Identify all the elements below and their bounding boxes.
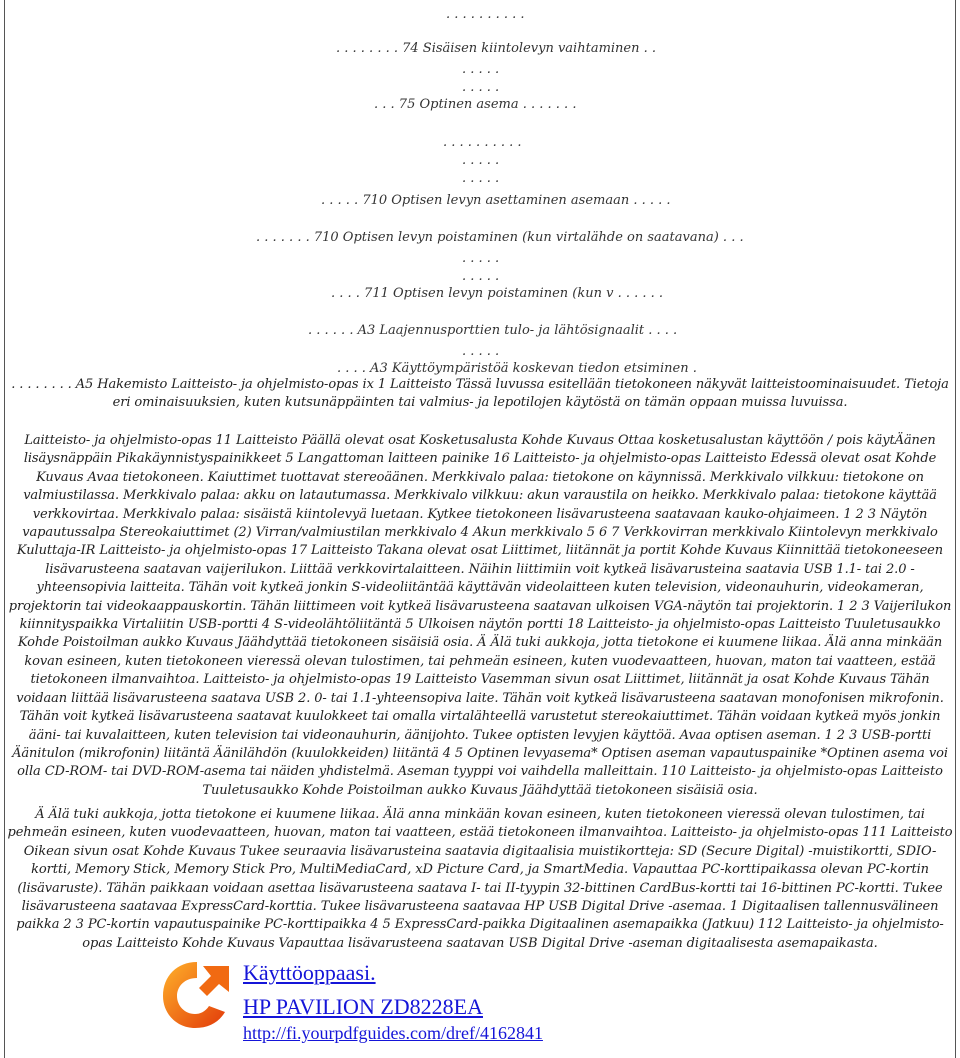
toc-line: . . . . . <box>462 153 500 168</box>
toc-line: . . . . . . . . . . <box>443 135 522 150</box>
paragraph-right-side: Ä Älä tuki aukkoja, jotta tietokone ei kuumene liikaa. Älä anna minkään kovan esineen, kuten tietokoneen vieressä olevan tulostimen, tai pehmeän esineen, kuten vuodevaatteen, huovan, maton tai vaatteen, estää tietokoneen ilmanvaihtoa. Laitteisto- ja ohjelmisto-opas 111 Laitteisto Oikean sivun osat Kohde Kuvaus Tukee seuraavia lisävarusteina saatavia digitaalisia muistikortteja: SD (Secure Digital) -muistikortti, SDIO-kortti, Memory Stick, Memory Stick Pro, MultiMediaCard, xD Picture Card, ja SmartMedia. Vapauttaa PC-korttipaikassa olevan PC-kortin (lisävaruste). Tähän paikkaan voidaan asettaa lisävarusteena saatava I- tai II-tyypin 32-bittinen CardBus-kortti tai 16-bittinen PC-kortti. Tukee lisävarusteena saatavaa ExpressCard-korttia. Tukee lisävarusteena saatavaa HP USB Digital Drive -asemaa. 1 Digitaalisen tallennusvälineen paikka 2 3 PC-kortin vapautuspainike PC-korttipaikka 4 5 ExpressCard-paikka Digitaalinen asemapaikka (Jatkuu) 112 Laitteisto- ja ohjelmisto-opas Laitteisto Kohde Kuvaus Vapauttaa lisävarusteena saatavan USB Digital Drive -aseman digitaalisesta asemapaikasta. <box>7 807 953 951</box>
toc-line: . . . . . . . . . . <box>446 7 525 22</box>
paragraph-hardware: Laitteisto- ja ohjelmisto-opas 11 Laitteisto Päällä olevat osat Kosketusalusta Kohde Kuvaus Ottaa kosketusalustan käyttöön / pois käytÄänen lisäysnäppäin Pikakäynnistyspainikkeet 5 Langattoman laitteen painike 16 Laitteisto- ja ohjelmisto-opas Laitteisto Edessä olevat osat Kohde Kuvaus Avaa tietokoneen. Kaiuttimet tuottavat stereoäänen. Merkkivalo palaa: tietokone on käynnissä. Merkkivalo vilkkuu: tietokone on valmiustilassa. Merkkivalo palaa: akku on latautumassa. Merkkivalo vilkkuu: akun varaustila on heikko. Merkkivalo palaa: tietokone käyttää verkkovirtaa. Merkkivalo palaa: sisäistä kiintolevyä luetaan. Kytkee tietokoneen lisävarusteena saatavaan kauko-ohjaimeen. 1 2 3 Näytön vapautussalpa Stereokaiuttimet (2) Virran/valmiustilan merkkivalo 4 Akun merkkivalo 5 6 7 Verkkovirran merkkivalo Kiintolevyn merkkivalo Kuluttaja-IR Laitteisto- ja ohjelmisto-opas 17 Laitteisto Takana olevat osat Liittimet, liitännät ja portit Kohde Kuvaus Kiinnittää tietokoneeseen lisävarusteena saatavan vaijerilukon. Liittää verkkovirtalaitteen. Näihin liittimiin voit kytkeä lisävarusteina saatavia USB 1.1- tai 2.0 -yhteensopivia laitteita. Tähän voit kytkeä jonkin S-videoliitäntää käyttävän videolaitteen kuten television, videonauhurin, videokameran, projektorin tai videokaappauskortin. Tähän liittimeen voit kytkeä lisävarusteena saatavan ulkoisen VGA-näytön tai projektorin. 1 2 3 Vaijerilukon kiinnityspaikka Virtaliitin USB-portti 4 S-videolähtöliitäntä 5 Ulkoisen näytön portti 18 Laitteisto- ja ohjelmisto-opas Laitteisto Tuuletusaukko Kohde Poistoilman aukko Kuvaus Jäähdyttää tietokoneen sisäisiä osia. Ä Älä tuki aukkoja, jotta tietokone ei kuumene liikaa. Älä anna minkään kovan esineen, kuten tietokoneen vieressä olevan tulostimen, tai pehmeän esineen, kuten vuodevaatteen, huovan, maton tai vaatteen, estää tietokoneen ilmanvaihtoa. Laitteisto- ja ohjelmisto-opas 19 Laitteisto Vasemman sivun osat Liittimet, liitännät ja osat Kohde Kuvaus Tähän voidaan liittää lisävarusteena saatava USB 2. 0- tai 1.1-yhteensopiva laite. Tähän voit kytkeä lisävarusteena saatavan monofonisen mikrofonin. Tähän voit kytkeä lisävarusteena saatavat kuulokkeet tai omalla virtalähteellä varustetut stereokaiuttimet. Tähän voidaan kytkeä myös jonkin ääni- tai kuvalaitteen, kuten television tai videonauhurin, äänijohto. Tukee optisten levyjen käyttöä. Avaa optisen aseman. 1 2 3 USB-portti Äänitulon (mikrofonin) liitäntä Äänilähdön (kuulokkeiden) liitäntä 4 5 Optinen levyasema* Optisen aseman vapautuspainike *Optinen asema voi olla CD-ROM- tai DVD-ROM-asema tai näiden yhdistelmä. Aseman tyyppi voi vaihdella malleittain. 110 Laitteisto- ja ohjelmisto-opas Laitteisto Tuuletusaukko Kohde Poistoilman aukko Kuvaus Jäähdyttää tietokoneen sisäisiä osia. <box>8 433 952 798</box>
paragraph-index: . . . . . . . . A5 Hakemisto Laitteisto- ja ohjelmisto-opas ix 1 Laitteisto Tässä luvussa esitellään tietokoneen näkyvät laitteistoominaisuudet. Tietoja eri ominaisuuksien, kuten kutsunäppäinten tai valmius- ja lepotilojen käytöstä on tämän oppaan muissa luvuissa. <box>11 377 949 411</box>
product-name-link[interactable]: HP PAVILION ZD8228EA <box>243 994 483 1019</box>
guide-title-link[interactable]: Käyttöoppaasi. <box>243 960 376 985</box>
toc-line: . . . . . <box>462 251 500 266</box>
toc-line: . . . . 711 Optisen levyn poistaminen (kun v . . . . . . <box>331 286 664 301</box>
toc-line: . . . . . <box>462 269 500 284</box>
toc-line: . . . . . <box>462 62 500 77</box>
toc-line: . . . . . <box>462 80 500 95</box>
pdf-guides-logo-icon <box>157 956 235 1034</box>
toc-line: . . . . . 710 Optisen levyn asettaminen asemaan . . . . . <box>321 193 671 208</box>
toc-line: . . . 75 Optinen asema . . . . . . . <box>374 97 577 112</box>
toc-line: . . . . . <box>462 171 500 186</box>
toc-line: . . . . A3 Käyttöympäristöä koskevan tiedon etsiminen . <box>337 361 697 376</box>
toc-line: . . . . . <box>462 344 500 359</box>
toc-line: . . . . . . . . 74 Sisäisen kiintolevyn vaihtaminen . . <box>336 41 657 56</box>
guide-url-link[interactable]: http://fi.yourpdfguides.com/dref/4162841 <box>243 1023 543 1043</box>
toc-line: . . . . . . . 710 Optisen levyn poistaminen (kun virtalähde on saatavana) . . . <box>256 230 744 245</box>
footer-link-block <box>157 956 877 1052</box>
toc-line: . . . . . . A3 Laajennusporttien tulo- ja lähtösignaalit . . . . <box>308 323 678 338</box>
